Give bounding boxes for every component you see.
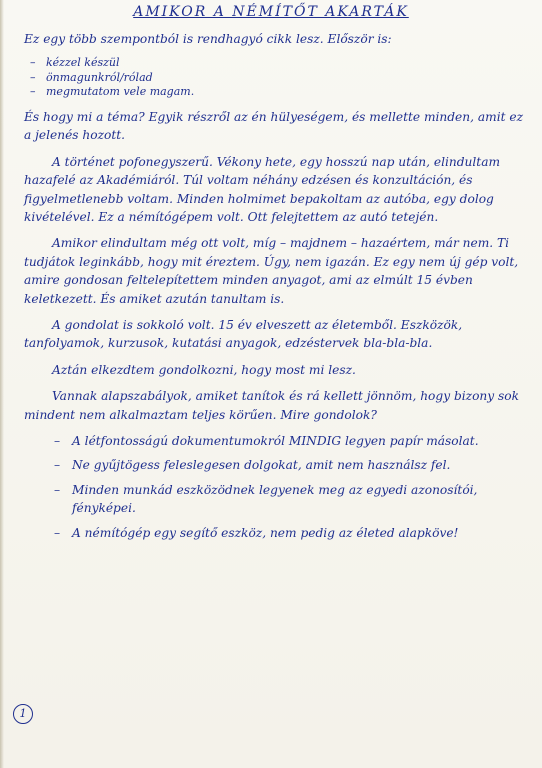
intro-bullet: – megmutatom vele magam. [24,85,524,100]
rule-item: – Minden munkád eszközödnek legyenek meg az egyedi azonosítói, fényképei. [24,481,524,518]
paper-edge [0,0,4,768]
rule-item: – Ne gyűjtögess feleslegesen dolgokat, amit nem használsz fel. [24,456,524,474]
rules-list [24,432,524,542]
body-paragraph: A történet pofonegyszerű. Vékony hete, egy hosszú nap után, elindultam hazafelé az Akadémiáról. Túl voltam néhány edzésen és konzultáción, és figyelmetlenebb voltam. Minden holmimet bepakoltam az autóba, egy dolog kivételével. Ez a némítógépem volt. Ott felejtettem az autó tetején. [24,154,501,224]
page-title: AMIKOR A NÉMÍTŐT AKARTÁK [133,4,409,20]
intro-line: Ez egy több szempontból is rendhagyó cikk lesz. Először is: [24,32,392,46]
rule-item: – A némítógép egy segítő eszköz, nem pedig az életed alapköve! [24,524,524,542]
page-number: 1 [13,704,33,724]
body-paragraph: Amikor elindultam még ott volt, míg – majdnem – hazaértem, már nem. Ti tudjátok leginkább, hogy mit éreztem. Úgy, nem igazán. Ez egy nem új gép volt, amire gondosan feltelepítettem minden anyagot, ami az elmúlt 15 évben keletkezett. És amiket azután tanultam is. [24,236,519,306]
question-paragraph: És hogy mi a téma? Egyik részről az én hülyeségem, és mellette minden, amit ez a jelenés hozott. [24,109,523,143]
intro-bullet-list [24,56,524,100]
rule-item: – A létfontosságú dokumentumokról MINDIG legyen papír másolat. [24,432,524,450]
body-paragraph: Aztán elkezdtem gondolkozni, hogy most mi lesz. [52,362,356,377]
page-content [24,30,524,550]
intro-bullet: – kézzel készül [24,56,524,71]
intro-bullet: – önmagunkról/rólad [24,71,524,86]
body-paragraph: Vannak alapszabályok, amiket tanítok és rá kellett jönnöm, hogy bizony sok mindent nem alkalmaztam teljes körűen. Mire gondolok? [24,389,519,422]
body-paragraph: A gondolat is sokkoló volt. 15 év elveszett az életemből. Eszközök, tanfolyamok, kurzusok, kutatási anyagok, edzéstervek bla-bla-bla. [24,317,463,351]
